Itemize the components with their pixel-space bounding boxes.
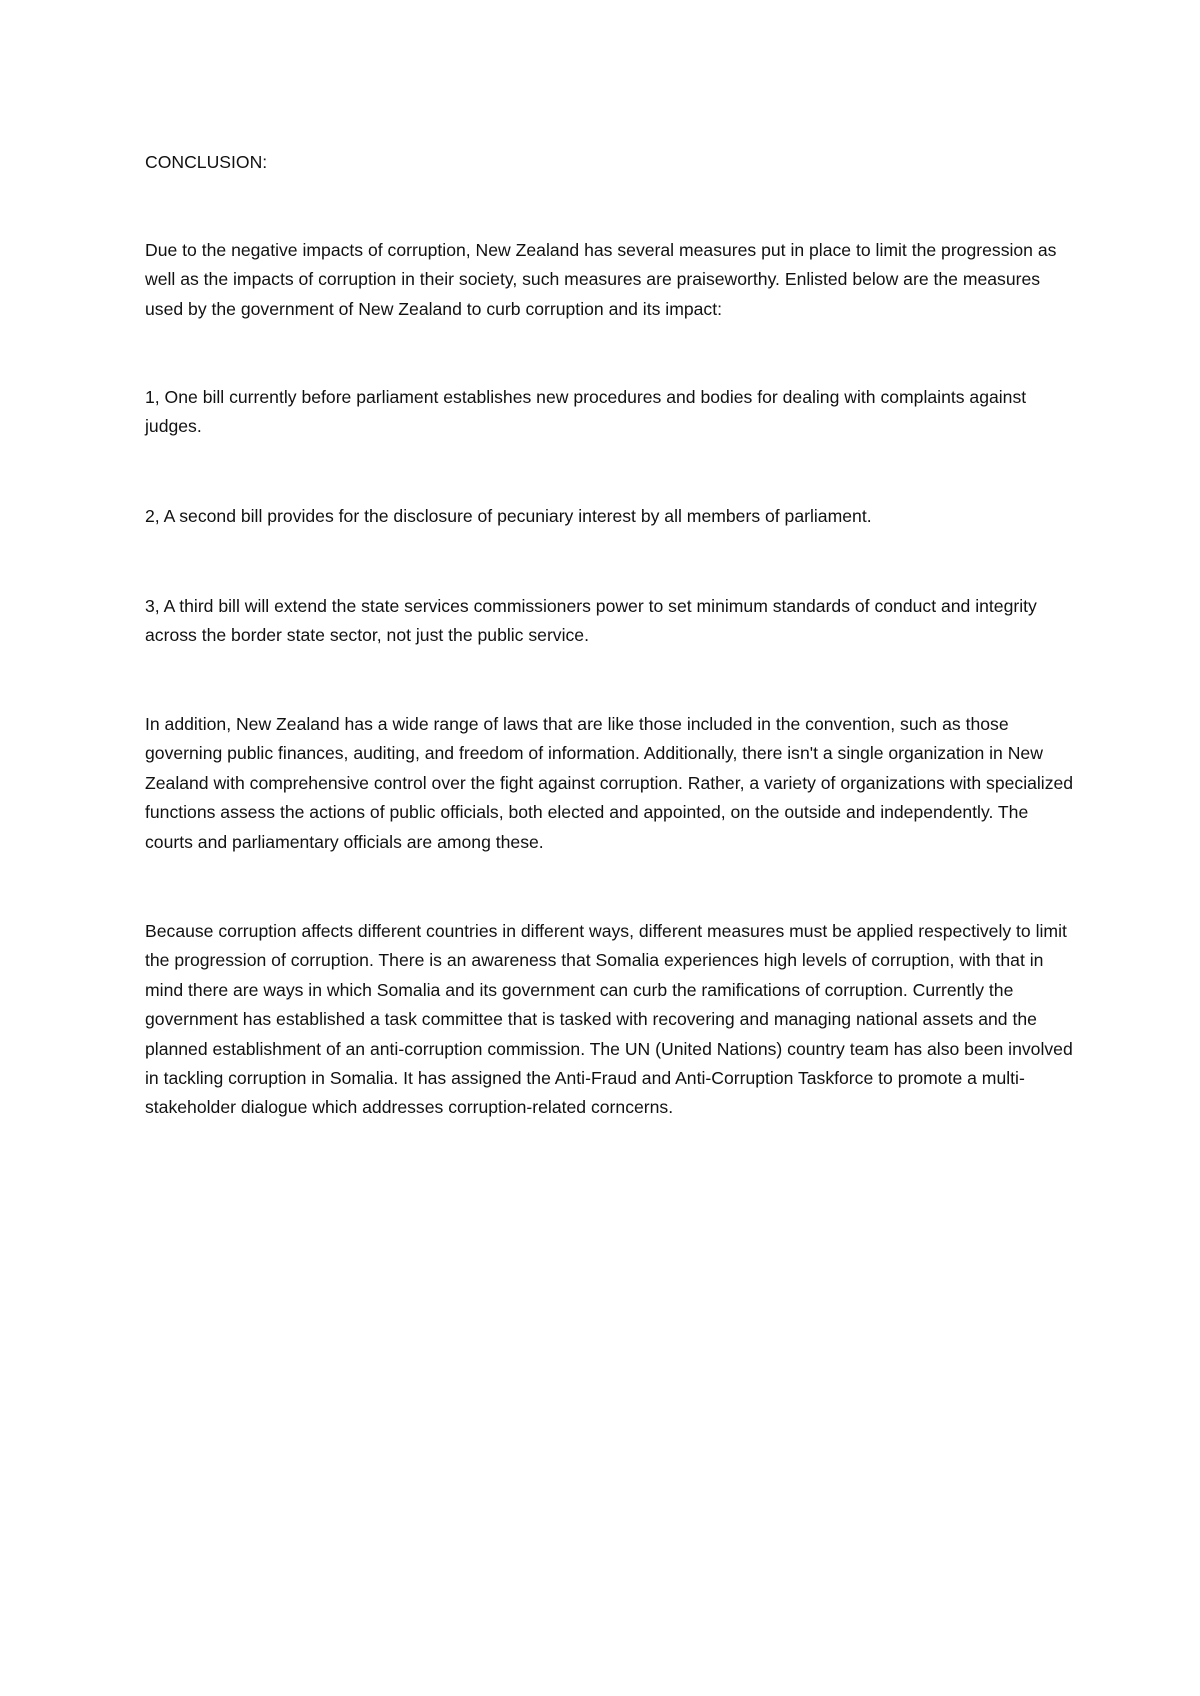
addition-paragraph: In addition, New Zealand has a wide range of laws that are like those included in the convention, such as those governing public finances, auditing, and freedom of information. Additionally, there isn't a single organization in New Zealand with comprehensive control over the fight against corruption. Rather, a variety of organizations with specialized functions assess the actions of public officials, both elected and appointed, on the outside and independently. The courts and parliamentary officials are among these. <box>145 714 1074 852</box>
measure-item-1: 1, One bill currently before parliament establishes new procedures and bodies for dealing with complaints against judges. <box>145 387 1027 437</box>
intro-paragraph: Due to the negative impacts of corruption, New Zealand has several measures put in place to limit the progression as well as the impacts of corruption in their society, such measures are praiseworthy. Enlisted below are the measures used by the government of New Zealand to curb corruption and its impact: <box>145 240 1057 319</box>
measure-item-2: 2, A second bill provides for the disclosure of pecuniary interest by all members of parliament. <box>145 506 872 526</box>
somalia-paragraph: Because corruption affects different countries in different ways, different measures must be applied respectively to limit the progression of corruption. There is an awareness that Somalia experiences high levels of corruption, with that in mind there are ways in which Somalia and its government can curb the ramifications of corruption. Currently the government has established a task committee that is tasked with recovering and managing national assets and the planned establishment of an anti-corruption commission. The UN (United Nations) country team has also been involved in tackling corruption in Somalia. It has assigned the Anti-Fraud and Anti-Corruption Taskforce to promote a multi-stakeholder dialogue which addresses corruption-related corncerns. <box>145 921 1073 1118</box>
section-heading: CONCLUSION: <box>145 152 268 172</box>
measure-item-3: 3, A third bill will extend the state services commissioners power to set minimum standards of conduct and integrity across the border state sector, not just the public service. <box>145 596 1037 646</box>
